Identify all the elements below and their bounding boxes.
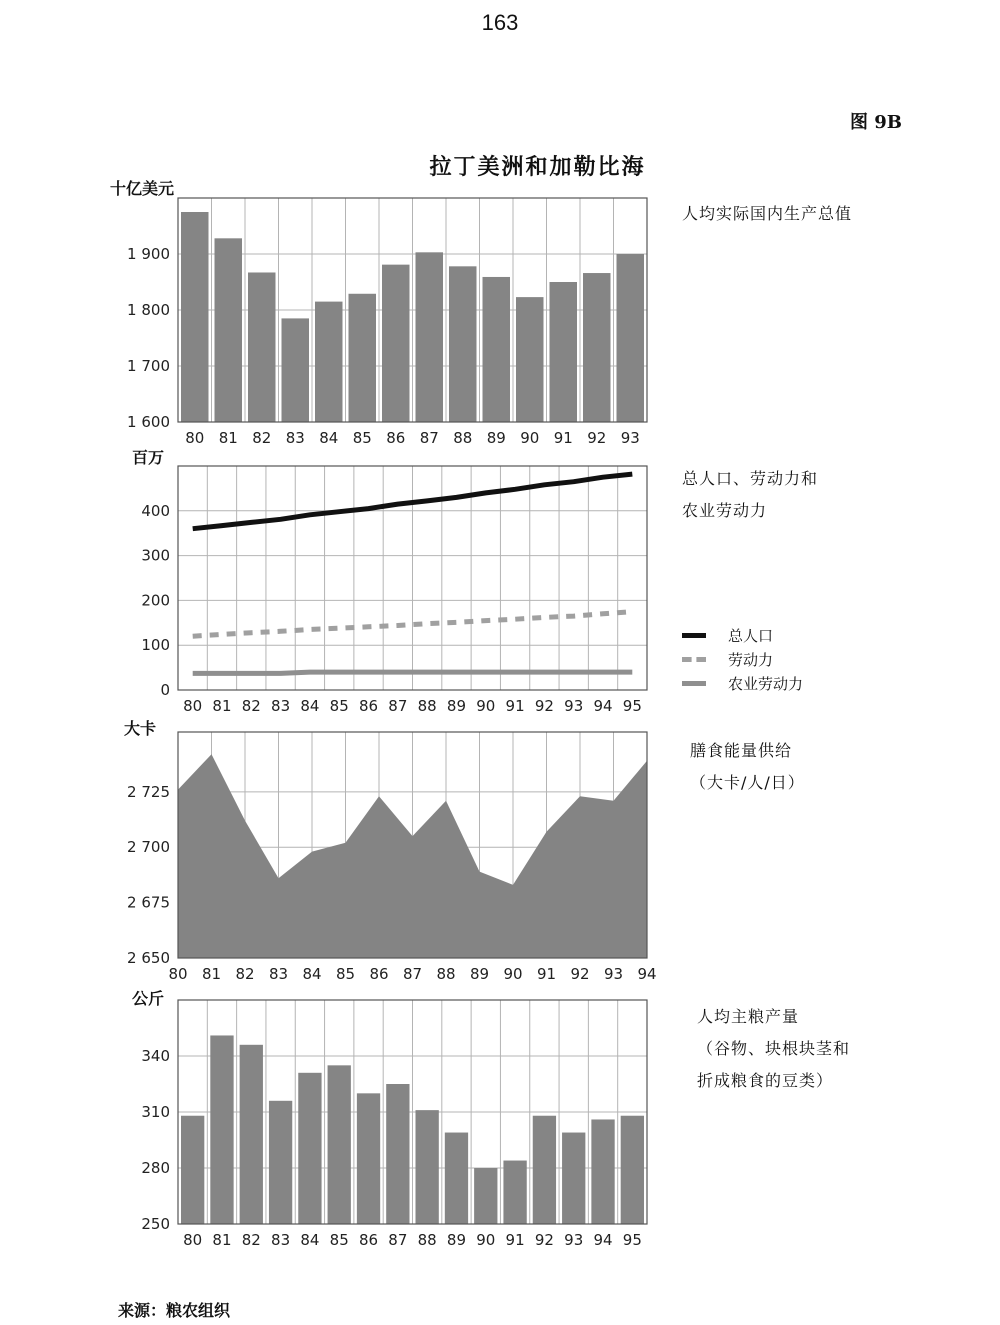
gdp-x-tick-label: 83 <box>285 429 305 447</box>
legend-swatch-labor-force <box>682 657 706 662</box>
gdp-description <box>682 198 852 230</box>
population-x-tick-label: 88 <box>417 697 437 715</box>
staple-x-tick-label: 81 <box>212 1231 232 1249</box>
gdp-bar <box>282 318 310 422</box>
gdp-bar <box>583 273 611 422</box>
staple-description-line-1: 人均主粮产量 <box>697 1007 800 1026</box>
calories-description-line-1: 膳食能量供给 <box>690 741 793 760</box>
population-unit-label: 百万 <box>132 448 165 467</box>
population-x-tick-label: 85 <box>329 697 349 715</box>
staple-x-tick-label: 89 <box>446 1231 467 1249</box>
legend-item-agricultural-labor-force <box>682 671 803 695</box>
gdp-bar <box>416 252 444 422</box>
staple-y-tick-label: 280 <box>141 1159 170 1177</box>
population-x-tick-label: 87 <box>388 697 408 715</box>
figure-label: 图 9B <box>849 112 902 133</box>
calories-y-tick-label: 2 725 <box>127 782 170 801</box>
staple-x-tick-label: 82 <box>241 1231 261 1249</box>
legend-item-total-population <box>682 623 803 647</box>
staple-bar <box>386 1084 409 1224</box>
staple-bar <box>621 1116 644 1224</box>
population-description-line-2: 农业劳动力 <box>682 501 768 520</box>
staple-x-tick-label: 91 <box>505 1231 525 1249</box>
calories-x-tick-label: 81 <box>201 965 222 983</box>
calories-y-tick-label: 2 700 <box>127 838 170 857</box>
staple-bar <box>445 1133 468 1224</box>
calories-x-tick-label: 90 <box>503 965 523 983</box>
population-x-tick-label: 93 <box>564 697 584 715</box>
calories-x-tick-label: 92 <box>570 965 590 983</box>
calories-unit-label: 大卡 <box>124 719 157 738</box>
staple-bar <box>474 1168 497 1224</box>
gdp-bar <box>483 277 511 422</box>
staple-bar <box>503 1161 526 1224</box>
calories-x-tick-label: 89 <box>469 965 490 983</box>
gdp-x-tick-label: 92 <box>587 429 607 447</box>
gdp-bar <box>215 238 243 422</box>
population-x-tick-label: 92 <box>534 697 554 715</box>
gdp-bar <box>516 297 544 422</box>
gdp-x-tick-label: 90 <box>520 429 540 447</box>
population-y-tick-label: 400 <box>141 501 170 520</box>
staple-x-tick-label: 94 <box>593 1231 613 1249</box>
gdp-x-tick-label: 93 <box>620 429 640 447</box>
gdp-x-tick-label: 88 <box>453 429 473 447</box>
population-y-tick-label: 0 <box>160 681 170 699</box>
population-y-tick-label: 100 <box>141 636 170 655</box>
population-y-tick-label: 300 <box>141 546 170 565</box>
staple-bar <box>562 1133 585 1224</box>
staple-bar <box>269 1101 292 1224</box>
staple-bar <box>591 1119 614 1224</box>
staple-x-tick-label: 83 <box>271 1231 291 1249</box>
gdp-bar <box>349 294 377 422</box>
gdp-x-tick-label: 87 <box>419 429 439 447</box>
gdp-bar <box>181 212 209 422</box>
population-legend <box>682 623 803 695</box>
gdp-y-tick-label: 1 600 <box>127 413 170 431</box>
population-x-tick-label: 82 <box>241 697 261 715</box>
legend-swatch-agricultural-labor-force <box>682 681 706 686</box>
staple-x-tick-label: 90 <box>476 1231 496 1249</box>
legend-label-labor-force: 劳动力 <box>728 650 774 669</box>
gdp-x-tick-label: 84 <box>319 429 339 447</box>
population-y-tick-label: 200 <box>141 591 170 610</box>
calories-x-tick-label: 86 <box>369 965 389 983</box>
gdp-description-line: 人均实际国内生产总值 <box>682 204 853 223</box>
calories-y-tick-label: 2 675 <box>127 893 170 912</box>
staple-bar <box>533 1116 556 1224</box>
population-x-tick-label: 83 <box>271 697 291 715</box>
gdp-bar <box>449 266 477 422</box>
population-x-tick-label: 95 <box>622 697 642 715</box>
gdp-x-tick-label: 85 <box>352 429 372 447</box>
gdp-bar <box>315 302 343 422</box>
population-x-tick-label: 84 <box>300 697 320 715</box>
staple-bar <box>210 1035 233 1224</box>
staple-x-tick-label: 93 <box>564 1231 584 1249</box>
staple-x-tick-label: 88 <box>417 1231 437 1249</box>
calories-y-tick-label: 2 650 <box>127 949 170 967</box>
gdp-x-tick-label: 81 <box>218 429 238 447</box>
population-x-tick-label: 91 <box>505 697 525 715</box>
calories-x-tick-label: 91 <box>536 965 557 983</box>
population-x-tick-label: 90 <box>476 697 496 715</box>
calories-description <box>690 735 805 799</box>
staple-x-tick-label: 86 <box>358 1231 379 1249</box>
population-x-tick-label: 80 <box>183 697 203 715</box>
staple-bar <box>240 1045 263 1224</box>
source-note: 来源：粮农组织 <box>118 1301 231 1320</box>
population-description-line-1: 总人口、劳动力和 <box>682 469 819 488</box>
gdp-unit-label: 十亿美元 <box>110 179 175 198</box>
staple-bar <box>328 1065 351 1224</box>
gdp-bar <box>550 282 578 422</box>
staple-y-tick-label: 250 <box>141 1215 170 1233</box>
calories-x-tick-label: 80 <box>168 965 188 983</box>
gdp-x-tick-label: 91 <box>553 429 573 447</box>
gdp-bar <box>617 254 645 422</box>
staple-unit-label: 公斤 <box>132 989 165 1008</box>
calories-x-tick-label: 84 <box>302 965 322 983</box>
calories-x-tick-label: 88 <box>436 965 456 983</box>
staple-bar <box>181 1116 204 1224</box>
population-x-tick-label: 86 <box>358 697 379 715</box>
population-x-tick-label: 89 <box>446 697 467 715</box>
staple-bar <box>298 1073 321 1224</box>
gdp-y-tick-label: 1 900 <box>127 245 170 263</box>
staple-x-tick-label: 95 <box>622 1231 642 1249</box>
calories-x-tick-label: 87 <box>402 965 423 983</box>
calories-x-tick-label: 93 <box>603 965 624 983</box>
legend-label-total-population: 总人口 <box>728 626 774 645</box>
staple-y-tick-label: 310 <box>141 1103 170 1121</box>
gdp-x-tick-label: 80 <box>185 429 205 447</box>
calories-x-tick-label: 85 <box>335 965 356 983</box>
staple-x-tick-label: 87 <box>388 1231 408 1249</box>
agricultural-labor-force-line <box>193 672 633 673</box>
gdp-x-tick-label: 82 <box>252 429 272 447</box>
staple-x-tick-label: 85 <box>329 1231 349 1249</box>
gdp-bar <box>382 265 410 422</box>
calories-description-line-2: （大卡/人/日） <box>690 773 805 792</box>
population-description <box>682 463 818 527</box>
calories-x-tick-label: 83 <box>268 965 289 983</box>
population-x-tick-label: 81 <box>212 697 232 715</box>
gdp-x-tick-label: 86 <box>386 429 406 447</box>
legend-label-agricultural-labor-force: 农业劳动力 <box>728 674 804 693</box>
legend-swatch-total-population <box>682 633 706 638</box>
staple-x-tick-label: 80 <box>183 1231 203 1249</box>
staple-description-line-3: 折成粮食的豆类） <box>697 1071 834 1090</box>
staple-y-tick-label: 340 <box>141 1047 170 1065</box>
calories-x-tick-label: 82 <box>235 965 255 983</box>
staple-description-line-2: （谷物、块根块茎和 <box>697 1039 851 1058</box>
staple-bar <box>416 1110 439 1224</box>
gdp-y-tick-label: 1 800 <box>127 301 170 319</box>
staple-bar <box>357 1093 380 1224</box>
page-number: 163 <box>481 10 519 35</box>
gdp-bar <box>248 272 276 422</box>
staple-x-tick-label: 92 <box>534 1231 554 1249</box>
legend-item-labor-force <box>682 647 803 671</box>
population-x-tick-label: 94 <box>593 697 613 715</box>
staple-description <box>697 1001 850 1097</box>
staple-x-tick-label: 84 <box>300 1231 320 1249</box>
calories-x-tick-label: 94 <box>637 965 657 983</box>
gdp-x-tick-label: 89 <box>486 429 506 447</box>
gdp-y-tick-label: 1 700 <box>127 357 170 375</box>
chart-title: 拉丁美洲和加勒比海 <box>429 154 646 180</box>
